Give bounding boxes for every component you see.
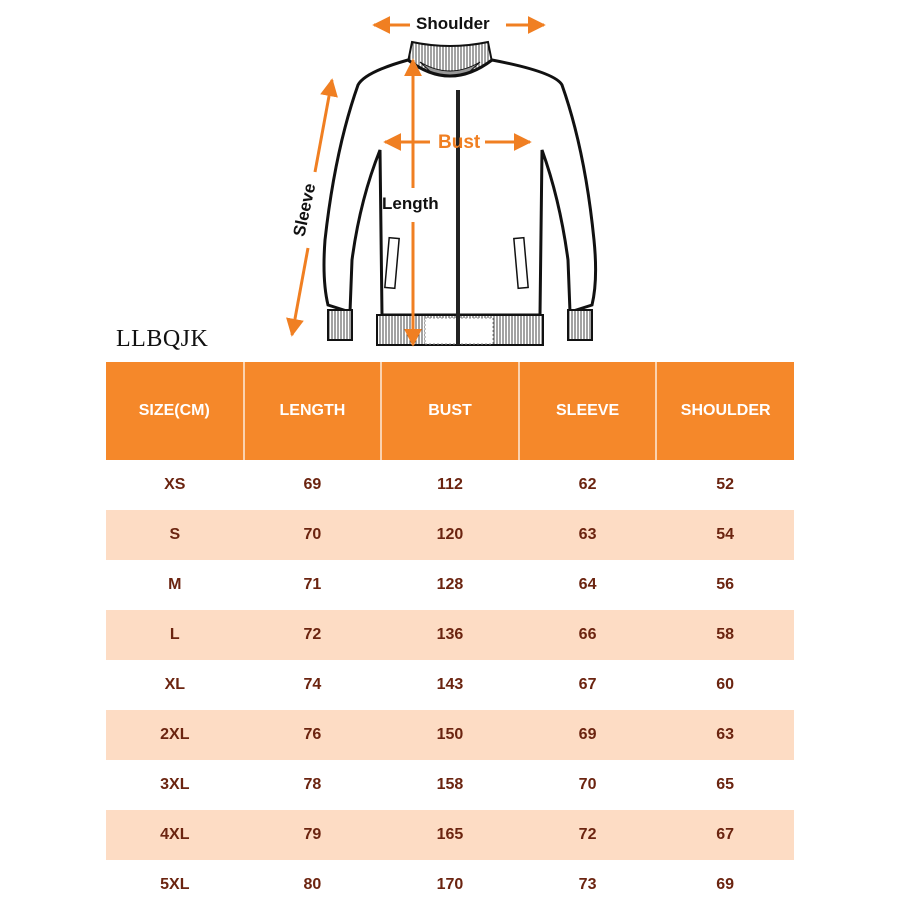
table-header-row <box>106 362 794 460</box>
table-row <box>106 860 794 910</box>
length-label: Length <box>382 194 439 213</box>
cell-bust: 165 <box>381 810 519 860</box>
cell-shoulder: 58 <box>656 610 794 660</box>
jacket-illustration-icon <box>280 0 620 360</box>
cell-sleeve: 70 <box>578 776 597 793</box>
cell-size: M <box>168 576 182 593</box>
cell-size: 3XL <box>160 776 190 793</box>
cell-shoulder: 60 <box>716 676 735 693</box>
cell-sleeve: 64 <box>578 576 597 593</box>
cell-sleeve: 73 <box>578 876 597 893</box>
cell-length: 72 <box>244 610 382 660</box>
size-chart-table <box>106 362 794 910</box>
cell-length: 79 <box>244 810 382 860</box>
cell-bust: 143 <box>436 676 464 693</box>
jacket-diagram <box>280 0 620 360</box>
brand-name: LLBQJK <box>116 326 209 352</box>
cell-length: 76 <box>244 710 382 760</box>
header-shoulder: SHOULDER <box>656 362 794 460</box>
table-row <box>106 760 794 810</box>
cell-shoulder: 67 <box>656 810 794 860</box>
cell-size: S <box>106 510 244 560</box>
cell-bust: 150 <box>381 710 519 760</box>
cell-shoulder: 54 <box>656 510 794 560</box>
cell-bust: 120 <box>381 510 519 560</box>
table-row <box>106 510 794 560</box>
cell-shoulder: 65 <box>716 776 735 793</box>
cell-bust: 170 <box>436 876 464 893</box>
table-row <box>106 560 794 610</box>
sleeve-label: Sleeve <box>289 181 320 239</box>
cell-size: 5XL <box>160 876 190 893</box>
bust-label: Bust <box>438 132 481 153</box>
header-sleeve: SLEEVE <box>519 362 657 460</box>
cell-size: XL <box>164 676 186 693</box>
table-row <box>106 710 794 760</box>
cell-length: 70 <box>244 510 382 560</box>
cell-length: 69 <box>303 476 322 493</box>
table-row <box>106 660 794 710</box>
cell-sleeve: 63 <box>519 510 657 560</box>
shoulder-label: Shoulder <box>416 14 490 33</box>
header-size: SIZE(CM) <box>106 362 244 460</box>
table-row <box>106 610 794 660</box>
cell-size: 2XL <box>106 710 244 760</box>
cell-shoulder: 56 <box>716 576 735 593</box>
cell-sleeve: 69 <box>519 710 657 760</box>
cell-shoulder: 63 <box>656 710 794 760</box>
cell-shoulder: 52 <box>716 476 735 493</box>
table-row <box>106 810 794 860</box>
cell-sleeve: 67 <box>578 676 597 693</box>
cell-bust: 112 <box>437 476 463 493</box>
cell-size: XS <box>164 476 186 493</box>
cell-length: 78 <box>303 776 322 793</box>
cell-sleeve: 62 <box>578 476 597 493</box>
table-row <box>106 460 794 510</box>
cell-bust: 158 <box>436 776 464 793</box>
cell-shoulder: 69 <box>716 876 735 893</box>
cell-sleeve: 66 <box>519 610 657 660</box>
cell-length: 71 <box>303 576 322 593</box>
header-length: LENGTH <box>244 362 382 460</box>
cell-sleeve: 72 <box>519 810 657 860</box>
cell-bust: 128 <box>436 576 464 593</box>
header-bust: BUST <box>381 362 519 460</box>
cell-size: L <box>106 610 244 660</box>
cell-length: 74 <box>303 676 322 693</box>
cell-length: 80 <box>303 876 322 893</box>
cell-size: 4XL <box>106 810 244 860</box>
cell-bust: 136 <box>381 610 519 660</box>
